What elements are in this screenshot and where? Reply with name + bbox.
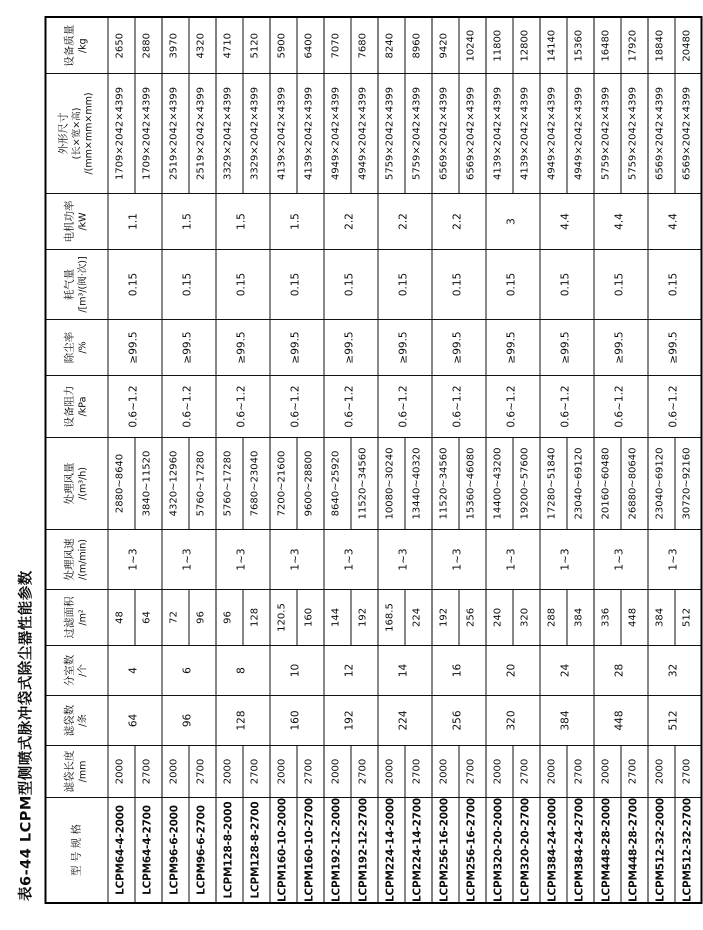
- table-row: [593, 17, 620, 903]
- cell-bag-length: 2700: [674, 745, 701, 797]
- cell-resistance: 0.6~1.2: [107, 375, 161, 437]
- table-row: [620, 17, 647, 903]
- cell-bag-length: 2000: [647, 745, 674, 797]
- cell-filter-velocity: 1~3: [269, 529, 323, 589]
- cell-dimensions: 4139×2042×4399: [485, 73, 512, 193]
- cell-air-consumption: 0.15: [593, 249, 647, 319]
- cell-dimensions: 6569×2042×4399: [647, 73, 674, 193]
- cell-filter-velocity: 1~3: [647, 529, 701, 589]
- table-row: [566, 17, 593, 903]
- cell-bag-length: 2000: [161, 745, 188, 797]
- cell-weight: 9420: [431, 17, 458, 73]
- cell-model: LCPM64-4-2000: [107, 797, 134, 903]
- cell-bag-count: 192: [323, 695, 377, 745]
- cell-air-volume: 13440~40320: [404, 437, 431, 529]
- cell-chamber-count: 12: [323, 645, 377, 695]
- column-header-title: 设备质量: [63, 24, 76, 67]
- cell-chamber-count: 10: [269, 645, 323, 695]
- cell-air-volume: 4320~12960: [161, 437, 188, 529]
- column-header-unit: /[m³/(阀·次)]: [76, 256, 88, 313]
- cell-weight: 5120: [242, 17, 269, 73]
- column-header-unit: /kPa: [76, 396, 88, 417]
- cell-air-volume: 30720~92160: [674, 437, 701, 529]
- cell-bag-length: 2700: [350, 745, 377, 797]
- cell-efficiency: ≥99.5: [377, 319, 431, 375]
- cell-weight: 17920: [620, 17, 647, 73]
- cell-bag-count: 320: [485, 695, 539, 745]
- table-body: [107, 17, 701, 903]
- cell-bag-length: 2700: [620, 745, 647, 797]
- cell-motor-power: 2.2: [323, 193, 377, 249]
- cell-air-volume: 8640~25920: [323, 437, 350, 529]
- cell-dimensions: 4139×2042×4399: [269, 73, 296, 193]
- cell-dimensions: 5759×2042×4399: [593, 73, 620, 193]
- cell-air-volume: 17280~51840: [539, 437, 566, 529]
- column-header-title: 过滤面积: [63, 596, 76, 639]
- column-header-unit: /mm: [76, 760, 88, 783]
- cell-filter-velocity: 1~3: [107, 529, 161, 589]
- table-row: [377, 17, 404, 903]
- cell-weight: 5900: [269, 17, 296, 73]
- cell-filter-area: 384: [647, 589, 674, 645]
- cell-filter-area: 320: [512, 589, 539, 645]
- column-header-filter-area: [45, 589, 107, 645]
- cell-bag-count: 64: [107, 695, 161, 745]
- cell-efficiency: ≥99.5: [215, 319, 269, 375]
- column-header-dimensions: [45, 73, 107, 193]
- cell-weight: 3970: [161, 17, 188, 73]
- cell-motor-power: 3: [485, 193, 539, 249]
- column-header-bag-count: [45, 695, 107, 745]
- cell-filter-area: 120.5: [269, 589, 296, 645]
- cell-bag-length: 2700: [242, 745, 269, 797]
- cell-weight: 20480: [674, 17, 701, 73]
- cell-bag-length: 2000: [107, 745, 134, 797]
- column-header-unit: /kg: [76, 38, 88, 54]
- cell-resistance: 0.6~1.2: [593, 375, 647, 437]
- cell-filter-area: 64: [134, 589, 161, 645]
- cell-weight: 7680: [350, 17, 377, 73]
- column-header-title: 处理风量: [63, 462, 76, 505]
- cell-dimensions: 4949×2042×4399: [323, 73, 350, 193]
- cell-dimensions: 6569×2042×4399: [431, 73, 458, 193]
- column-header-title: 电机功率: [63, 200, 76, 243]
- cell-weight: 7070: [323, 17, 350, 73]
- column-header-title: 设备阻力: [63, 385, 76, 428]
- cell-chamber-count: 8: [215, 645, 269, 695]
- cell-efficiency: ≥99.5: [431, 319, 485, 375]
- column-header-chamber-count: [45, 645, 107, 695]
- column-header-title: 外形尺寸: [57, 112, 70, 155]
- cell-efficiency: ≥99.5: [539, 319, 593, 375]
- cell-air-consumption: 0.15: [269, 249, 323, 319]
- cell-model: LCPM96-6-2700: [188, 797, 215, 903]
- cell-filter-area: 96: [188, 589, 215, 645]
- column-header-bag-length: [45, 745, 107, 797]
- cell-chamber-count: 4: [107, 645, 161, 695]
- cell-air-consumption: 0.15: [215, 249, 269, 319]
- cell-efficiency: ≥99.5: [269, 319, 323, 375]
- column-header-title: 分室数: [63, 654, 76, 687]
- cell-bag-length: 2700: [404, 745, 431, 797]
- cell-model: LCPM224-14-2000: [377, 797, 404, 903]
- cell-weight: 4710: [215, 17, 242, 73]
- table-row: [161, 17, 188, 903]
- cell-filter-area: 192: [431, 589, 458, 645]
- cell-air-volume: 3840~11520: [134, 437, 161, 529]
- cell-dimensions: 3329×2042×4399: [215, 73, 242, 193]
- cell-chamber-count: 20: [485, 645, 539, 695]
- cell-weight: 16480: [593, 17, 620, 73]
- cell-bag-count: 256: [431, 695, 485, 745]
- cell-resistance: 0.6~1.2: [431, 375, 485, 437]
- cell-air-volume: 23040~69120: [566, 437, 593, 529]
- cell-dimensions: 5759×2042×4399: [404, 73, 431, 193]
- cell-filter-area: 128: [242, 589, 269, 645]
- cell-filter-area: 48: [107, 589, 134, 645]
- column-header-unit: /个: [76, 664, 88, 677]
- cell-air-volume: 2880~8640: [107, 437, 134, 529]
- column-header-unit: /%: [76, 341, 88, 354]
- cell-filter-area: 96: [215, 589, 242, 645]
- cell-model: LCPM256-16-2700: [458, 797, 485, 903]
- cell-bag-length: 2000: [215, 745, 242, 797]
- cell-filter-velocity: 1~3: [161, 529, 215, 589]
- header-row: [45, 17, 107, 903]
- cell-model: LCPM448-28-2700: [620, 797, 647, 903]
- cell-dimensions: 4949×2042×4399: [350, 73, 377, 193]
- column-header-unit: /kW: [76, 212, 88, 231]
- cell-bag-length: 2700: [296, 745, 323, 797]
- cell-resistance: 0.6~1.2: [539, 375, 593, 437]
- cell-resistance: 0.6~1.2: [161, 375, 215, 437]
- table-row: [323, 17, 350, 903]
- cell-air-volume: 19200~57600: [512, 437, 539, 529]
- cell-motor-power: 4.4: [593, 193, 647, 249]
- cell-efficiency: ≥99.5: [593, 319, 647, 375]
- table-row: [188, 17, 215, 903]
- cell-model: LCPM320-20-2000: [485, 797, 512, 903]
- cell-dimensions: 6569×2042×4399: [674, 73, 701, 193]
- cell-filter-area: 288: [539, 589, 566, 645]
- cell-dimensions: 4949×2042×4399: [566, 73, 593, 193]
- cell-air-volume: 11520~34560: [431, 437, 458, 529]
- cell-bag-length: 2700: [566, 745, 593, 797]
- cell-weight: 11800: [485, 17, 512, 73]
- cell-bag-length: 2700: [512, 745, 539, 797]
- cell-air-consumption: 0.15: [107, 249, 161, 319]
- cell-bag-length: 2700: [188, 745, 215, 797]
- cell-bag-length: 2700: [458, 745, 485, 797]
- cell-air-volume: 10080~30240: [377, 437, 404, 529]
- cell-model: LCPM256-16-2000: [431, 797, 458, 903]
- cell-dimensions: 5759×2042×4399: [620, 73, 647, 193]
- column-header-resistance: [45, 375, 107, 437]
- column-header-unit: (长×宽×高): [70, 107, 82, 160]
- cell-filter-area: 192: [350, 589, 377, 645]
- cell-resistance: 0.6~1.2: [323, 375, 377, 437]
- cell-bag-length: 2000: [485, 745, 512, 797]
- cell-model: LCPM128-8-2000: [215, 797, 242, 903]
- column-header-model: [45, 797, 107, 903]
- cell-dimensions: 6569×2042×4399: [458, 73, 485, 193]
- table-row: [107, 17, 134, 903]
- cell-efficiency: ≥99.5: [107, 319, 161, 375]
- cell-air-consumption: 0.15: [377, 249, 431, 319]
- cell-air-volume: 7680~23040: [242, 437, 269, 529]
- column-header-air-consumption: [45, 249, 107, 319]
- cell-resistance: 0.6~1.2: [647, 375, 701, 437]
- cell-air-volume: 7200~21600: [269, 437, 296, 529]
- column-header-motor-power: [45, 193, 107, 249]
- cell-filter-area: 512: [674, 589, 701, 645]
- cell-dimensions: 1709×2042×4399: [134, 73, 161, 193]
- cell-dimensions: 5759×2042×4399: [377, 73, 404, 193]
- cell-air-consumption: 0.15: [539, 249, 593, 319]
- cell-air-volume: 11520~34560: [350, 437, 377, 529]
- table-title: 表6-44 LCPM型侧喷式脉冲袋式除尘器性能参数: [18, 570, 34, 901]
- cell-air-consumption: 0.15: [161, 249, 215, 319]
- table-row: [296, 17, 323, 903]
- table-row: [269, 17, 296, 903]
- column-header-weight: [45, 17, 107, 73]
- cell-weight: 2880: [134, 17, 161, 73]
- cell-air-consumption: 0.15: [323, 249, 377, 319]
- cell-filter-velocity: 1~3: [215, 529, 269, 589]
- table-row: [458, 17, 485, 903]
- cell-resistance: 0.6~1.2: [485, 375, 539, 437]
- column-header-filter-velocity: [45, 529, 107, 589]
- cell-motor-power: 1.5: [269, 193, 323, 249]
- table-row: [647, 17, 674, 903]
- cell-chamber-count: 24: [539, 645, 593, 695]
- column-header-unit: /(m/min): [76, 539, 88, 580]
- cell-motor-power: 2.2: [431, 193, 485, 249]
- cell-weight: 4320: [188, 17, 215, 73]
- cell-air-consumption: 0.15: [485, 249, 539, 319]
- table-row: [404, 17, 431, 903]
- table-row: [215, 17, 242, 903]
- table-row: [674, 17, 701, 903]
- cell-dimensions: 3329×2042×4399: [242, 73, 269, 193]
- cell-model: LCPM96-6-2000: [161, 797, 188, 903]
- cell-model: LCPM128-8-2700: [242, 797, 269, 903]
- column-header-subunit: /(mm×mm×mm): [82, 92, 94, 175]
- cell-chamber-count: 14: [377, 645, 431, 695]
- cell-model: LCPM384-24-2700: [566, 797, 593, 903]
- cell-filter-area: 448: [620, 589, 647, 645]
- performance-parameter-table: [44, 16, 702, 904]
- cell-model: LCPM64-4-2700: [134, 797, 161, 903]
- cell-air-volume: 9600~28800: [296, 437, 323, 529]
- cell-air-volume: 20160~60480: [593, 437, 620, 529]
- cell-dimensions: 2519×2042×4399: [161, 73, 188, 193]
- cell-filter-area: 160: [296, 589, 323, 645]
- cell-dimensions: 4139×2042×4399: [512, 73, 539, 193]
- column-header-title: 滤袋数: [63, 704, 76, 737]
- cell-bag-count: 160: [269, 695, 323, 745]
- cell-efficiency: ≥99.5: [323, 319, 377, 375]
- cell-filter-velocity: 1~3: [485, 529, 539, 589]
- cell-weight: 15360: [566, 17, 593, 73]
- cell-weight: 2650: [107, 17, 134, 73]
- cell-filter-area: 336: [593, 589, 620, 645]
- cell-bag-length: 2000: [431, 745, 458, 797]
- cell-bag-length: 2000: [593, 745, 620, 797]
- cell-bag-count: 448: [593, 695, 647, 745]
- cell-efficiency: ≥99.5: [485, 319, 539, 375]
- column-header-unit: /(m³/h): [76, 467, 88, 500]
- column-header-title: 耗气量: [63, 268, 76, 301]
- table-row: [512, 17, 539, 903]
- cell-bag-count: 96: [161, 695, 215, 745]
- table-row: [350, 17, 377, 903]
- cell-air-volume: 5760~17280: [215, 437, 242, 529]
- cell-air-volume: 23040~69120: [647, 437, 674, 529]
- cell-chamber-count: 32: [647, 645, 701, 695]
- cell-model: LCPM448-28-2000: [593, 797, 620, 903]
- cell-resistance: 0.6~1.2: [377, 375, 431, 437]
- cell-air-volume: 5760~17280: [188, 437, 215, 529]
- cell-filter-velocity: 1~3: [323, 529, 377, 589]
- column-header-title: 处理风速: [63, 538, 76, 581]
- cell-weight: 18840: [647, 17, 674, 73]
- cell-dimensions: 2519×2042×4399: [188, 73, 215, 193]
- cell-filter-velocity: 1~3: [593, 529, 647, 589]
- cell-model: LCPM384-24-2000: [539, 797, 566, 903]
- cell-efficiency: ≥99.5: [647, 319, 701, 375]
- cell-air-volume: 14400~43200: [485, 437, 512, 529]
- cell-model: LCPM224-14-2700: [404, 797, 431, 903]
- cell-bag-count: 224: [377, 695, 431, 745]
- cell-dimensions: 4139×2042×4399: [296, 73, 323, 193]
- cell-filter-area: 144: [323, 589, 350, 645]
- cell-bag-count: 512: [647, 695, 701, 745]
- cell-motor-power: 2.2: [377, 193, 431, 249]
- cell-resistance: 0.6~1.2: [215, 375, 269, 437]
- cell-resistance: 0.6~1.2: [269, 375, 323, 437]
- cell-filter-area: 384: [566, 589, 593, 645]
- cell-bag-count: 128: [215, 695, 269, 745]
- cell-air-consumption: 0.15: [431, 249, 485, 319]
- cell-bag-length: 2000: [269, 745, 296, 797]
- cell-weight: 8960: [404, 17, 431, 73]
- column-header-unit: /m²: [76, 609, 88, 626]
- cell-model: LCPM192-12-2700: [350, 797, 377, 903]
- cell-air-volume: 15360~46080: [458, 437, 485, 529]
- cell-chamber-count: 16: [431, 645, 485, 695]
- cell-model: LCPM512-32-2700: [674, 797, 701, 903]
- cell-bag-length: 2000: [539, 745, 566, 797]
- cell-air-consumption: 0.15: [647, 249, 701, 319]
- cell-filter-area: 168.5: [377, 589, 404, 645]
- cell-air-volume: 26880~80640: [620, 437, 647, 529]
- cell-model: LCPM160-10-2000: [269, 797, 296, 903]
- cell-bag-length: 2000: [377, 745, 404, 797]
- cell-motor-power: 1.5: [161, 193, 215, 249]
- cell-chamber-count: 28: [593, 645, 647, 695]
- cell-model: LCPM192-12-2000: [323, 797, 350, 903]
- cell-dimensions: 4949×2042×4399: [539, 73, 566, 193]
- table-row: [431, 17, 458, 903]
- table-row: [134, 17, 161, 903]
- cell-filter-velocity: 1~3: [539, 529, 593, 589]
- cell-weight: 14140: [539, 17, 566, 73]
- cell-filter-area: 72: [161, 589, 188, 645]
- column-header-title: 滤袋长度: [63, 750, 76, 793]
- cell-chamber-count: 6: [161, 645, 215, 695]
- table-header: [45, 17, 107, 903]
- cell-filter-velocity: 1~3: [377, 529, 431, 589]
- cell-model: LCPM512-32-2000: [647, 797, 674, 903]
- cell-weight: 10240: [458, 17, 485, 73]
- cell-weight: 6400: [296, 17, 323, 73]
- cell-model: LCPM160-10-2700: [296, 797, 323, 903]
- column-header-efficiency: [45, 319, 107, 375]
- cell-bag-length: 2000: [323, 745, 350, 797]
- cell-weight: 12800: [512, 17, 539, 73]
- cell-filter-area: 240: [485, 589, 512, 645]
- cell-motor-power: 1.1: [107, 193, 161, 249]
- cell-filter-velocity: 1~3: [431, 529, 485, 589]
- cell-model: LCPM320-20-2700: [512, 797, 539, 903]
- cell-efficiency: ≥99.5: [161, 319, 215, 375]
- cell-motor-power: 4.4: [647, 193, 701, 249]
- cell-bag-count: 384: [539, 695, 593, 745]
- cell-motor-power: 1.5: [215, 193, 269, 249]
- column-header-title: 除尘率: [63, 331, 76, 364]
- cell-filter-area: 224: [404, 589, 431, 645]
- table-row: [485, 17, 512, 903]
- cell-dimensions: 1709×2042×4399: [107, 73, 134, 193]
- cell-motor-power: 4.4: [539, 193, 593, 249]
- column-header-unit: /条: [76, 714, 88, 727]
- cell-weight: 8240: [377, 17, 404, 73]
- column-header-air-volume: [45, 437, 107, 529]
- cell-filter-area: 256: [458, 589, 485, 645]
- cell-bag-length: 2700: [134, 745, 161, 797]
- table-row: [242, 17, 269, 903]
- column-header-title: 型 号 规 格: [69, 823, 82, 876]
- table-row: [539, 17, 566, 903]
